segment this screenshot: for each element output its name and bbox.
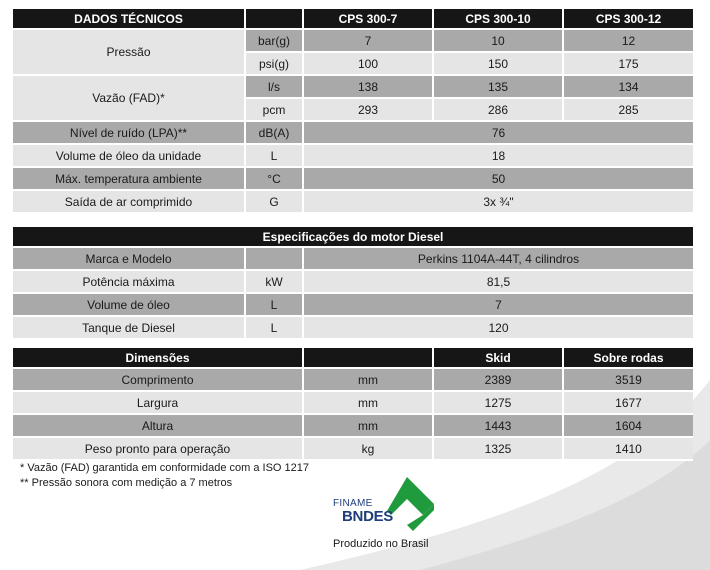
unit-cell: psi(g) [246,53,304,76]
value-cell: 1275 [434,392,564,415]
header-cps-300-10: CPS 300-10 [434,9,564,30]
value-cell: 10 [434,30,564,53]
value-cell: 1410 [564,438,693,461]
unit-cell: kg [304,438,434,461]
value-cell: 285 [564,99,693,122]
unit-cell: mm [304,415,434,438]
value-cell: 81,5 [304,271,693,294]
table-row [13,30,693,53]
table-row [13,392,693,415]
row-label-largura: Largura [13,392,304,415]
row-label-potencia-maxima: Potência máxima [13,271,246,294]
unit-cell: L [246,145,304,168]
value-cell: 175 [564,53,693,76]
table-row [13,76,693,99]
header-cps-300-7: CPS 300-7 [304,9,434,30]
value-cell: 12 [564,30,693,53]
logo-finame-text: FINAME [333,498,373,509]
row-label-comprimento: Comprimento [13,369,304,392]
unit-cell: L [246,317,304,340]
unit-cell: bar(g) [246,30,304,53]
unit-cell: °C [246,168,304,191]
row-label-peso: Peso pronto para operação [13,438,304,461]
value-cell: 7 [304,30,434,53]
table-row [13,145,693,168]
header-unit [304,348,434,369]
unit-cell: pcm [246,99,304,122]
value-cell: 293 [304,99,434,122]
footnotes [20,461,309,491]
footnote-pressao-sonora: ** Pressão sonora com medição a 7 metros [20,477,233,489]
value-cell: 1443 [434,415,564,438]
table-row [13,317,693,340]
unit-cell: L [246,294,304,317]
value-cell: 7 [304,294,693,317]
value-cell: 50 [304,168,693,191]
unit-cell [246,248,304,271]
value-cell: 3x ¾" [304,191,693,214]
value-cell: 150 [434,53,564,76]
table-row [13,438,693,461]
unit-cell: l/s [246,76,304,99]
row-label-marca-modelo: Marca e Modelo [13,248,246,271]
value-cell: 286 [434,99,564,122]
row-label-volume-oleo: Volume de óleo [13,294,246,317]
table-header-row [13,348,693,369]
value-cell: 134 [564,76,693,99]
value-cell: 100 [304,53,434,76]
value-cell: 1677 [564,392,693,415]
logo-bndes-text: BNDES [342,508,394,525]
unit-cell: G [246,191,304,214]
unit-cell: mm [304,392,434,415]
table-row [13,248,693,271]
header-dimensoes: Dimensões [13,348,304,369]
table-row [13,191,693,214]
value-cell: 76 [304,122,693,145]
unit-cell: kW [246,271,304,294]
header-sobre-rodas: Sobre rodas [564,348,693,369]
row-label-nivel-ruido: Nível de ruído (LPA)** [13,122,246,145]
header-diesel-engine: Especificações do motor Diesel [13,227,693,248]
value-cell: 1604 [564,415,693,438]
value-cell: Perkins 1104A-44T, 4 cilindros [304,248,693,271]
value-cell: 18 [304,145,693,168]
table-header-row [13,227,693,248]
diesel-engine-table [13,227,693,340]
value-cell: 135 [434,76,564,99]
table-header-row [13,9,693,30]
table-row [13,271,693,294]
header-unit [246,9,304,30]
row-label-max-temperatura: Máx. temperatura ambiente [13,168,246,191]
value-cell: 120 [304,317,693,340]
row-label-volume-oleo-unidade: Volume de óleo da unidade [13,145,246,168]
unit-cell: dB(A) [246,122,304,145]
unit-cell: mm [304,369,434,392]
technical-data-table [13,9,693,214]
row-label-saida-ar: Saída de ar comprimido [13,191,246,214]
row-label-tanque-diesel: Tanque de Diesel [13,317,246,340]
value-cell: 2389 [434,369,564,392]
header-cps-300-12: CPS 300-12 [564,9,693,30]
finame-bndes-logo [325,474,445,554]
row-label-altura: Altura [13,415,304,438]
value-cell: 1325 [434,438,564,461]
header-dados-tecnicos: DADOS TÉCNICOS [13,9,246,30]
row-label-vazao: Vazão (FAD)* [13,76,246,122]
table-row [13,415,693,438]
header-skid: Skid [434,348,564,369]
dimensions-table [13,348,693,461]
table-row [13,294,693,317]
footnote-fad: * Vazão (FAD) garantida em conformidade com a ISO 1217 [20,462,309,474]
table-row [13,168,693,191]
logo-caption: Produzido no Brasil [333,538,429,550]
table-row [13,122,693,145]
row-label-pressao: Pressão [13,30,246,76]
table-row [13,369,693,392]
value-cell: 138 [304,76,434,99]
value-cell: 3519 [564,369,693,392]
